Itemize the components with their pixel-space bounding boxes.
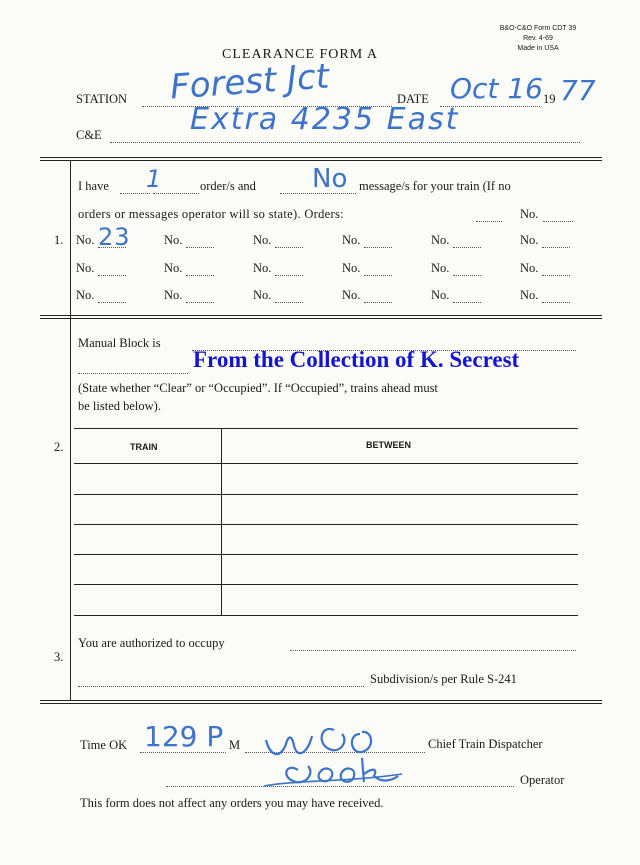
section-divider-top-double (40, 160, 602, 161)
order-no-label: No. (76, 261, 95, 275)
order-no-label: No. (164, 288, 183, 302)
station-label: STATION (76, 92, 128, 106)
order-no-line (542, 247, 570, 248)
m-label: M (229, 738, 241, 752)
operator-line (166, 786, 514, 787)
order-no-label: No. (253, 261, 272, 275)
train-table-top (74, 428, 578, 429)
order-no-line (364, 275, 392, 276)
section-1-text-b: order/s and (200, 179, 256, 193)
section-2-instructions: (State whether “Clear” or “Occupied”. If “Occupied”, trains ahead must (78, 381, 438, 395)
subdivision-line (78, 686, 364, 687)
order-no-line (453, 302, 481, 303)
train-table-row-line (74, 494, 578, 495)
subdivision-text: Subdivision/s per Rule S-241 (370, 672, 517, 686)
order-no-label: No. (520, 233, 539, 247)
chief-dispatcher-label: Chief Train Dispatcher (428, 737, 543, 751)
order-no-label: No. (76, 288, 95, 302)
order-no-label: No. (520, 261, 539, 275)
signature-image (258, 716, 408, 788)
form-title: CLEARANCE FORM A (222, 47, 379, 62)
time-handwritten: 129 P (144, 720, 224, 753)
section-3-text: You are authorized to occupy (78, 636, 225, 650)
train-table-divider (221, 428, 222, 616)
manual-block-line-2 (78, 373, 188, 374)
section-1-text-c: message/s for your train (If no (359, 179, 511, 193)
order-no-line (275, 247, 303, 248)
order-no-label: No. (253, 288, 272, 302)
form-footer-note: This form does not affect any orders you may have received. (80, 796, 384, 810)
order-no-handwritten: 23 (98, 223, 131, 251)
section-2-number: 2. (54, 440, 64, 454)
order-no-label: No. (520, 288, 539, 302)
train-table-row-line (74, 463, 578, 464)
ce-line (110, 142, 580, 143)
order-no-line (542, 275, 570, 276)
order-no-label: No. (76, 233, 95, 247)
orders-count-handwritten: 1 (146, 165, 162, 193)
train-table-row-line (74, 554, 578, 555)
order-no-label: No. (164, 233, 183, 247)
order-no-line (186, 247, 214, 248)
order-no-label: No. (431, 288, 450, 302)
ce-label: C&E (76, 128, 102, 142)
date-label: DATE (397, 92, 429, 106)
form-made-in: Made in USA (517, 45, 559, 52)
year-prefix: 19 (543, 92, 556, 106)
section-2-instructions-2: be listed below). (78, 399, 161, 413)
year-handwritten: 77 (560, 74, 596, 107)
operator-label: Operator (520, 773, 565, 787)
train-column-header: TRAIN (130, 442, 158, 452)
time-ok-label: Time OK (80, 738, 128, 752)
station-handwritten: Forest Jct (168, 56, 331, 108)
order-no-line (453, 275, 481, 276)
train-table-row-line (74, 524, 578, 525)
section-divider-bottom-double (40, 703, 602, 704)
ce-handwritten: Extra 4235 East (190, 102, 460, 137)
order-no-line (98, 302, 126, 303)
order-no-label: No. (253, 233, 272, 247)
section-1-text-a: I have (78, 179, 109, 193)
date-handwritten: Oct 16 (450, 72, 543, 105)
order-no-line (542, 302, 570, 303)
order-no-line-b (543, 221, 573, 222)
order-no-line (275, 275, 303, 276)
order-no-line (364, 247, 392, 248)
form-revision: Rev. 4-69 (523, 35, 553, 42)
train-table-row-line (74, 584, 578, 585)
order-no-line (186, 275, 214, 276)
section-divider-2-double (40, 318, 602, 319)
section-1-text-line2: orders or messages operator will so state). Orders: (78, 207, 344, 221)
order-no-label: No. (164, 261, 183, 275)
section-divider-top (40, 157, 602, 158)
order-no-label: No. (431, 261, 450, 275)
form-id: B&O-C&O Form CDT 39 (499, 25, 577, 32)
order-no-line (364, 302, 392, 303)
order-no-line (98, 275, 126, 276)
order-no-label: No. (342, 288, 361, 302)
order-no-line (186, 302, 214, 303)
order-no-line (453, 247, 481, 248)
manual-block-label: Manual Block is (78, 336, 161, 350)
section-3-line (290, 650, 576, 651)
order-no-label: No. (431, 233, 450, 247)
section-3-number: 3. (54, 650, 64, 664)
order-no-line (275, 302, 303, 303)
orders-count-line (120, 193, 150, 194)
order-no-label: No. (342, 233, 361, 247)
section-divider-2 (40, 315, 602, 316)
section-1-number: 1. (54, 233, 64, 247)
section-divider-bottom (40, 700, 602, 701)
orders-count-line-b (153, 193, 199, 194)
messages-count-handwritten: No (312, 164, 348, 194)
collection-watermark: From the Collection of K. Secrest (193, 347, 520, 372)
order-no-line-a (476, 221, 502, 222)
order-no-label: No. (342, 261, 361, 275)
train-table-bottom (74, 615, 578, 616)
section-number-column-line (70, 161, 71, 701)
between-column-header: BETWEEN (366, 440, 411, 450)
order-no-label-a: No. (520, 207, 539, 221)
